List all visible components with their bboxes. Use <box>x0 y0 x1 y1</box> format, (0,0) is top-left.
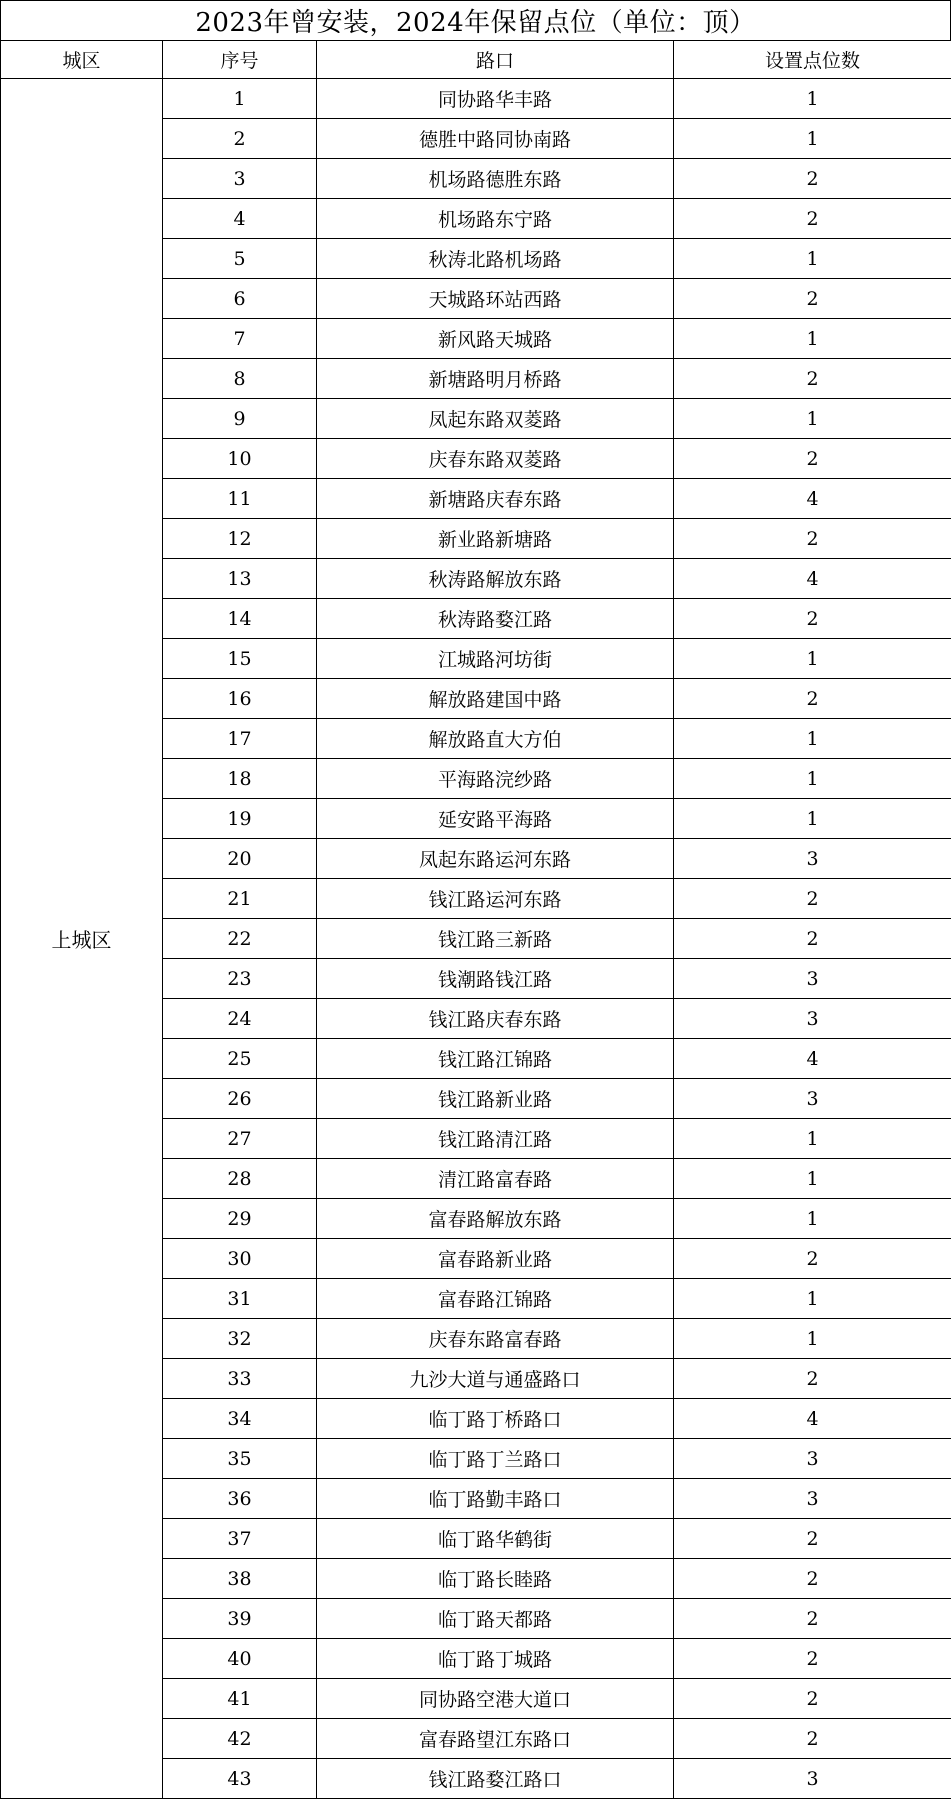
count-cell: 1 <box>674 1119 951 1159</box>
count-cell: 2 <box>674 1519 951 1559</box>
index-cell: 30 <box>163 1239 317 1279</box>
table-body <box>1 79 951 1799</box>
index-cell: 27 <box>163 1119 317 1159</box>
intersection-cell: 富春路望江东路口 <box>317 1719 674 1759</box>
count-cell: 1 <box>674 119 951 159</box>
count-cell: 2 <box>674 159 951 199</box>
count-cell: 3 <box>674 1079 951 1119</box>
header-index: 序号 <box>163 41 317 79</box>
intersection-cell: 钱江路三新路 <box>317 919 674 959</box>
index-cell: 32 <box>163 1319 317 1359</box>
intersection-cell: 临丁路华鹤街 <box>317 1519 674 1559</box>
count-cell: 1 <box>674 639 951 679</box>
intersection-cell: 钱江路清江路 <box>317 1119 674 1159</box>
intersection-cell: 庆春东路富春路 <box>317 1319 674 1359</box>
count-cell: 1 <box>674 1199 951 1239</box>
index-cell: 21 <box>163 879 317 919</box>
intersection-cell: 九沙大道与通盛路口 <box>317 1359 674 1399</box>
count-cell: 1 <box>674 319 951 359</box>
count-cell: 1 <box>674 1159 951 1199</box>
index-cell: 10 <box>163 439 317 479</box>
count-cell: 3 <box>674 1759 951 1799</box>
count-cell: 1 <box>674 1279 951 1319</box>
intersection-cell: 江城路河坊街 <box>317 639 674 679</box>
intersection-cell: 同协路华丰路 <box>317 79 674 119</box>
index-cell: 39 <box>163 1599 317 1639</box>
intersection-cell: 临丁路丁兰路口 <box>317 1439 674 1479</box>
count-cell: 1 <box>674 239 951 279</box>
count-cell: 2 <box>674 1599 951 1639</box>
count-cell: 1 <box>674 79 951 119</box>
index-cell: 42 <box>163 1719 317 1759</box>
intersection-cell: 新风路天城路 <box>317 319 674 359</box>
index-cell: 14 <box>163 599 317 639</box>
count-cell: 3 <box>674 959 951 999</box>
intersection-cell: 秋涛路婺江路 <box>317 599 674 639</box>
index-cell: 15 <box>163 639 317 679</box>
index-cell: 43 <box>163 1759 317 1799</box>
index-cell: 8 <box>163 359 317 399</box>
intersection-cell: 富春路解放东路 <box>317 1199 674 1239</box>
table-row <box>1 79 951 119</box>
index-cell: 34 <box>163 1399 317 1439</box>
intersection-cell: 新塘路庆春东路 <box>317 479 674 519</box>
district-cell: 上城区 <box>1 79 163 1799</box>
index-cell: 24 <box>163 999 317 1039</box>
index-cell: 12 <box>163 519 317 559</box>
index-cell: 11 <box>163 479 317 519</box>
index-cell: 7 <box>163 319 317 359</box>
index-cell: 3 <box>163 159 317 199</box>
intersection-cell: 临丁路丁桥路口 <box>317 1399 674 1439</box>
intersection-cell: 凤起东路运河东路 <box>317 839 674 879</box>
intersection-cell: 秋涛路解放东路 <box>317 559 674 599</box>
intersection-cell: 机场路德胜东路 <box>317 159 674 199</box>
intersection-cell: 新塘路明月桥路 <box>317 359 674 399</box>
intersection-cell: 平海路浣纱路 <box>317 759 674 799</box>
index-cell: 6 <box>163 279 317 319</box>
count-cell: 1 <box>674 1319 951 1359</box>
index-cell: 29 <box>163 1199 317 1239</box>
index-cell: 25 <box>163 1039 317 1079</box>
count-cell: 1 <box>674 759 951 799</box>
header-intersection: 路口 <box>317 41 674 79</box>
count-cell: 2 <box>674 1639 951 1679</box>
count-cell: 2 <box>674 1719 951 1759</box>
count-cell: 1 <box>674 399 951 439</box>
intersection-cell: 钱江路运河东路 <box>317 879 674 919</box>
index-cell: 13 <box>163 559 317 599</box>
intersection-cell: 钱潮路钱江路 <box>317 959 674 999</box>
count-cell: 3 <box>674 839 951 879</box>
count-cell: 2 <box>674 1239 951 1279</box>
header-district: 城区 <box>1 41 163 79</box>
intersection-cell: 解放路建国中路 <box>317 679 674 719</box>
index-cell: 33 <box>163 1359 317 1399</box>
index-cell: 18 <box>163 759 317 799</box>
intersection-cell: 富春路新业路 <box>317 1239 674 1279</box>
count-cell: 4 <box>674 559 951 599</box>
intersection-cell: 临丁路勤丰路口 <box>317 1479 674 1519</box>
index-cell: 22 <box>163 919 317 959</box>
count-cell: 3 <box>674 1439 951 1479</box>
count-cell: 2 <box>674 359 951 399</box>
intersection-cell: 临丁路天都路 <box>317 1599 674 1639</box>
index-cell: 4 <box>163 199 317 239</box>
count-cell: 2 <box>674 1359 951 1399</box>
intersection-cell: 钱江路庆春东路 <box>317 999 674 1039</box>
intersection-cell: 解放路直大方伯 <box>317 719 674 759</box>
count-cell: 2 <box>674 879 951 919</box>
count-cell: 1 <box>674 799 951 839</box>
index-cell: 20 <box>163 839 317 879</box>
count-cell: 4 <box>674 1039 951 1079</box>
intersection-cell: 清江路富春路 <box>317 1159 674 1199</box>
intersection-cell: 庆春东路双菱路 <box>317 439 674 479</box>
intersection-cell: 德胜中路同协南路 <box>317 119 674 159</box>
count-cell: 2 <box>674 519 951 559</box>
count-cell: 3 <box>674 1479 951 1519</box>
count-cell: 2 <box>674 439 951 479</box>
intersection-cell: 临丁路丁城路 <box>317 1639 674 1679</box>
count-cell: 1 <box>674 719 951 759</box>
count-cell: 4 <box>674 479 951 519</box>
count-cell: 2 <box>674 599 951 639</box>
index-cell: 41 <box>163 1679 317 1719</box>
header-count: 设置点位数 <box>674 41 951 79</box>
intersection-cell: 临丁路长睦路 <box>317 1559 674 1599</box>
index-cell: 17 <box>163 719 317 759</box>
index-cell: 35 <box>163 1439 317 1479</box>
table-title: 2023年曾安装，2024年保留点位（单位：顶） <box>0 0 951 40</box>
count-cell: 2 <box>674 1559 951 1599</box>
index-cell: 1 <box>163 79 317 119</box>
intersection-cell: 凤起东路双菱路 <box>317 399 674 439</box>
intersection-cell: 秋涛北路机场路 <box>317 239 674 279</box>
index-cell: 37 <box>163 1519 317 1559</box>
intersection-cell: 钱江路婺江路口 <box>317 1759 674 1799</box>
intersection-cell: 延安路平海路 <box>317 799 674 839</box>
index-cell: 9 <box>163 399 317 439</box>
index-cell: 38 <box>163 1559 317 1599</box>
index-cell: 40 <box>163 1639 317 1679</box>
index-cell: 28 <box>163 1159 317 1199</box>
header-row <box>1 41 951 79</box>
intersection-cell: 同协路空港大道口 <box>317 1679 674 1719</box>
index-cell: 26 <box>163 1079 317 1119</box>
index-cell: 19 <box>163 799 317 839</box>
intersection-cell: 钱江路江锦路 <box>317 1039 674 1079</box>
intersection-cell: 机场路东宁路 <box>317 199 674 239</box>
index-cell: 31 <box>163 1279 317 1319</box>
count-cell: 2 <box>674 919 951 959</box>
count-cell: 2 <box>674 199 951 239</box>
intersection-cell: 天城路环站西路 <box>317 279 674 319</box>
count-cell: 2 <box>674 679 951 719</box>
count-cell: 2 <box>674 1679 951 1719</box>
index-cell: 36 <box>163 1479 317 1519</box>
index-cell: 23 <box>163 959 317 999</box>
count-cell: 3 <box>674 999 951 1039</box>
intersection-cell: 新业路新塘路 <box>317 519 674 559</box>
intersection-cell: 钱江路新业路 <box>317 1079 674 1119</box>
points-table <box>0 40 951 1799</box>
index-cell: 5 <box>163 239 317 279</box>
count-cell: 4 <box>674 1399 951 1439</box>
index-cell: 2 <box>163 119 317 159</box>
intersection-cell: 富春路江锦路 <box>317 1279 674 1319</box>
index-cell: 16 <box>163 679 317 719</box>
count-cell: 2 <box>674 279 951 319</box>
